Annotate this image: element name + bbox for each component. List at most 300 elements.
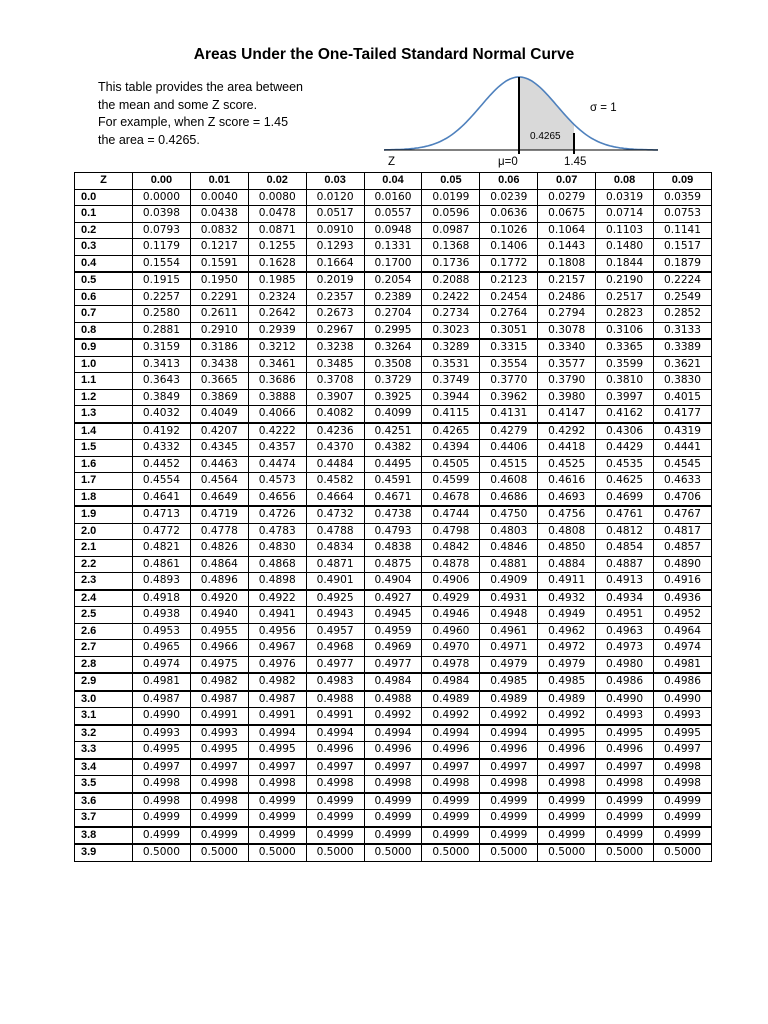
area-cell: 0.4884: [538, 556, 596, 573]
area-cell: 0.4945: [364, 607, 422, 624]
area-cell: 0.4998: [596, 776, 654, 793]
area-cell: 0.4994: [248, 725, 306, 742]
area-cell: 0.4970: [422, 640, 480, 657]
area-cell: 0.4429: [596, 440, 654, 457]
area-cell: 0.4994: [364, 725, 422, 742]
area-cell: 0.3365: [596, 339, 654, 356]
column-header: 0.02: [248, 173, 306, 190]
area-cell: 0.0478: [248, 206, 306, 223]
table-row: [75, 776, 712, 793]
area-cell: 0.4999: [480, 793, 538, 810]
table-row: [75, 708, 712, 725]
area-cell: 0.4999: [654, 810, 712, 827]
area-cell: 0.4948: [480, 607, 538, 624]
table-row: [75, 322, 712, 339]
area-cell: 0.4756: [538, 506, 596, 523]
area-cell: 0.2389: [364, 289, 422, 306]
area-cell: 0.4904: [364, 573, 422, 590]
area-cell: 0.4817: [654, 523, 712, 540]
area-cell: 0.2881: [133, 322, 191, 339]
area-cell: 0.0080: [248, 189, 306, 206]
area-cell: 0.3997: [596, 389, 654, 406]
area-cell: 0.4382: [364, 440, 422, 457]
z-value-cell: 2.1: [75, 540, 133, 557]
area-cell: 0.2517: [596, 289, 654, 306]
area-cell: 0.4978: [422, 656, 480, 673]
area-cell: 0.1700: [364, 255, 422, 272]
area-cell: 0.4938: [133, 607, 191, 624]
area-cell: 0.0279: [538, 189, 596, 206]
area-cell: 0.0040: [190, 189, 248, 206]
area-cell: 0.0596: [422, 206, 480, 223]
z-value-cell: 3.8: [75, 827, 133, 845]
area-cell: 0.3023: [422, 322, 480, 339]
area-cell: 0.4952: [654, 607, 712, 624]
description-line: the area = 0.4265.: [98, 132, 200, 147]
area-cell: 0.4788: [306, 523, 364, 540]
area-cell: 0.4463: [190, 456, 248, 473]
z-value-cell: 0.0: [75, 189, 133, 206]
area-cell: 0.4963: [596, 623, 654, 640]
area-cell: 0.4999: [190, 827, 248, 845]
area-cell: 0.4664: [306, 489, 364, 506]
area-cell: 0.4916: [654, 573, 712, 590]
area-cell: 0.1179: [133, 239, 191, 256]
area-cell: 0.4997: [654, 742, 712, 759]
table-row: [75, 556, 712, 573]
area-cell: 0.4990: [133, 708, 191, 725]
area-cell: 0.3907: [306, 389, 364, 406]
area-cell: 0.3980: [538, 389, 596, 406]
area-cell: 0.4505: [422, 456, 480, 473]
z-value-cell: 2.2: [75, 556, 133, 573]
area-cell: 0.3133: [654, 322, 712, 339]
area-cell: 0.4901: [306, 573, 364, 590]
area-cell: 0.0832: [190, 222, 248, 239]
area-cell: 0.4957: [306, 623, 364, 640]
column-header: 0.07: [538, 173, 596, 190]
area-cell: 0.4999: [596, 827, 654, 845]
area-cell: 0.4418: [538, 440, 596, 457]
z-axis-label: Z: [388, 156, 396, 168]
area-cell: 0.0120: [306, 189, 364, 206]
area-cell: 0.3749: [422, 373, 480, 390]
area-cell: 0.4990: [654, 691, 712, 708]
area-cell: 0.1443: [538, 239, 596, 256]
area-cell: 0.4495: [364, 456, 422, 473]
column-header: 0.03: [306, 173, 364, 190]
area-cell: 0.4767: [654, 506, 712, 523]
area-cell: 0.5000: [596, 844, 654, 861]
area-cell: 0.4608: [480, 473, 538, 490]
area-cell: 0.4977: [364, 656, 422, 673]
area-cell: 0.4999: [422, 793, 480, 810]
z-value-cell: 3.6: [75, 793, 133, 810]
area-cell: 0.4656: [248, 489, 306, 506]
table-row: [75, 759, 712, 776]
area-cell: 0.4989: [480, 691, 538, 708]
area-cell: 0.1985: [248, 272, 306, 289]
area-cell: 0.4999: [306, 793, 364, 810]
z-value-cell: 1.5: [75, 440, 133, 457]
area-cell: 0.3888: [248, 389, 306, 406]
area-cell: 0.3438: [190, 356, 248, 373]
area-cell: 0.4964: [654, 623, 712, 640]
area-cell: 0.1026: [480, 222, 538, 239]
area-cell: 0.0910: [306, 222, 364, 239]
area-cell: 0.4998: [190, 793, 248, 810]
area-cell: 0.4987: [248, 691, 306, 708]
mu-label: μ=0: [498, 156, 518, 168]
area-cell: 0.2019: [306, 272, 364, 289]
area-cell: 0.4968: [306, 640, 364, 657]
table-row: [75, 406, 712, 423]
z-value-cell: 0.9: [75, 339, 133, 356]
area-cell: 0.4985: [538, 673, 596, 691]
area-cell: 0.4999: [248, 793, 306, 810]
area-cell: 0.4793: [364, 523, 422, 540]
area-cell: 0.4956: [248, 623, 306, 640]
area-cell: 0.4988: [364, 691, 422, 708]
area-cell: 0.4854: [596, 540, 654, 557]
area-cell: 0.4066: [248, 406, 306, 423]
table-row: [75, 206, 712, 223]
table-row: [75, 540, 712, 557]
area-cell: 0.0948: [364, 222, 422, 239]
area-cell: 0.4999: [654, 827, 712, 845]
area-cell: 0.4842: [422, 540, 480, 557]
description-line: the mean and some Z score.: [98, 97, 258, 112]
area-cell: 0.1915: [133, 272, 191, 289]
area-cell: 0.2291: [190, 289, 248, 306]
area-cell: 0.4906: [422, 573, 480, 590]
z-value-cell: 1.0: [75, 356, 133, 373]
area-cell: 0.4147: [538, 406, 596, 423]
area-cell: 0.4713: [133, 506, 191, 523]
area-cell: 0.4982: [190, 673, 248, 691]
area-cell: 0.4896: [190, 573, 248, 590]
area-cell: 0.4984: [422, 673, 480, 691]
area-cell: 0.4699: [596, 489, 654, 506]
area-cell: 0.4573: [248, 473, 306, 490]
area-cell: 0.2852: [654, 306, 712, 323]
area-cell: 0.4441: [654, 440, 712, 457]
area-cell: 0.4996: [480, 742, 538, 759]
area-cell: 0.2823: [596, 306, 654, 323]
area-cell: 0.1879: [654, 255, 712, 272]
table-row: [75, 339, 712, 356]
area-cell: 0.4943: [306, 607, 364, 624]
area-cell: 0.5000: [422, 844, 480, 861]
area-cell: 0.4370: [306, 440, 364, 457]
area-cell: 0.4808: [538, 523, 596, 540]
area-cell: 0.4993: [654, 708, 712, 725]
area-cell: 0.4192: [133, 423, 191, 440]
area-cell: 0.3944: [422, 389, 480, 406]
area-cell: 0.3159: [133, 339, 191, 356]
area-cell: 0.4992: [538, 708, 596, 725]
area-cell: 0.2357: [306, 289, 364, 306]
area-cell: 0.4994: [480, 725, 538, 742]
area-cell: 0.4999: [248, 810, 306, 827]
area-cell: 0.2642: [248, 306, 306, 323]
area-cell: 0.4999: [364, 827, 422, 845]
area-cell: 0.4974: [133, 656, 191, 673]
area-cell: 0.0871: [248, 222, 306, 239]
area-cell: 0.4778: [190, 523, 248, 540]
area-cell: 0.3413: [133, 356, 191, 373]
area-cell: 0.4997: [133, 759, 191, 776]
area-cell: 0.4015: [654, 389, 712, 406]
area-cell: 0.4984: [364, 673, 422, 691]
area-cell: 0.3508: [364, 356, 422, 373]
column-header: 0.00: [133, 173, 191, 190]
area-cell: 0.4974: [654, 640, 712, 657]
table-row: [75, 272, 712, 289]
area-cell: 0.4131: [480, 406, 538, 423]
table-row: [75, 189, 712, 206]
z-value-cell: 3.1: [75, 708, 133, 725]
area-cell: 0.4961: [480, 623, 538, 640]
area-cell: 0.4525: [538, 456, 596, 473]
z-value-cell: 2.5: [75, 607, 133, 624]
area-cell: 0.4997: [538, 759, 596, 776]
z-value-cell: 1.4: [75, 423, 133, 440]
z-value-cell: 2.7: [75, 640, 133, 657]
area-cell: 0.1808: [538, 255, 596, 272]
z-value-cell: 0.1: [75, 206, 133, 223]
area-cell: 0.4649: [190, 489, 248, 506]
area-cell: 0.1554: [133, 255, 191, 272]
area-cell: 0.4678: [422, 489, 480, 506]
area-cell: 0.4940: [190, 607, 248, 624]
area-cell: 0.4999: [306, 827, 364, 845]
area-cell: 0.4999: [480, 810, 538, 827]
area-cell: 0.1591: [190, 255, 248, 272]
area-cell: 0.4306: [596, 423, 654, 440]
area-cell: 0.2054: [364, 272, 422, 289]
area-cell: 0.4977: [306, 656, 364, 673]
area-cell: 0.3810: [596, 373, 654, 390]
area-cell: 0.4207: [190, 423, 248, 440]
area-cell: 0.4996: [596, 742, 654, 759]
area-cell: 0.4998: [364, 776, 422, 793]
z-value-cell: 0.5: [75, 272, 133, 289]
table-row: [75, 844, 712, 861]
area-cell: 0.5000: [654, 844, 712, 861]
area-cell: 0.4920: [190, 590, 248, 607]
column-header: 0.06: [480, 173, 538, 190]
area-cell: 0.4997: [596, 759, 654, 776]
area-cell: 0.4998: [133, 793, 191, 810]
area-cell: 0.4998: [480, 776, 538, 793]
area-cell: 0.4909: [480, 573, 538, 590]
table-row: [75, 607, 712, 624]
area-cell: 0.4332: [133, 440, 191, 457]
area-cell: 0.4772: [133, 523, 191, 540]
area-cell: 0.0517: [306, 206, 364, 223]
area-cell: 0.0987: [422, 222, 480, 239]
area-cell: 0.0675: [538, 206, 596, 223]
area-cell: 0.4783: [248, 523, 306, 540]
area-cell: 0.4999: [364, 810, 422, 827]
area-cell: 0.2910: [190, 322, 248, 339]
area-cell: 0.5000: [190, 844, 248, 861]
table-row: [75, 239, 712, 256]
area-cell: 0.4616: [538, 473, 596, 490]
area-cell: 0.1664: [306, 255, 364, 272]
z-value-cell: 3.3: [75, 742, 133, 759]
column-header: 0.09: [654, 173, 712, 190]
z-value-cell: 0.8: [75, 322, 133, 339]
z-value-cell: 3.9: [75, 844, 133, 861]
area-cell: 0.4452: [133, 456, 191, 473]
area-cell: 0.4890: [654, 556, 712, 573]
area-cell: 0.0438: [190, 206, 248, 223]
area-cell: 0.4798: [422, 523, 480, 540]
area-cell: 0.2486: [538, 289, 596, 306]
area-cell: 0.4996: [364, 742, 422, 759]
column-header: 0.04: [364, 173, 422, 190]
area-cell: 0.4951: [596, 607, 654, 624]
area-cell: 0.4991: [306, 708, 364, 725]
area-cell: 0.4996: [422, 742, 480, 759]
area-cell: 0.2324: [248, 289, 306, 306]
area-cell: 0.4986: [654, 673, 712, 691]
table-row: [75, 489, 712, 506]
area-cell: 0.4599: [422, 473, 480, 490]
area-cell: 0.4515: [480, 456, 538, 473]
area-cell: 0.4929: [422, 590, 480, 607]
area-cell: 0.4998: [133, 776, 191, 793]
area-cell: 0.2422: [422, 289, 480, 306]
area-cell: 0.4830: [248, 540, 306, 557]
area-cell: 0.2734: [422, 306, 480, 323]
z-value-cell: 0.7: [75, 306, 133, 323]
area-cell: 0.4564: [190, 473, 248, 490]
table-row: [75, 827, 712, 845]
area-cell: 0.1736: [422, 255, 480, 272]
area-cell: 0.0199: [422, 189, 480, 206]
area-cell: 0.4826: [190, 540, 248, 557]
z-table: [74, 172, 712, 862]
area-cell: 0.3577: [538, 356, 596, 373]
z-value-cell: 0.3: [75, 239, 133, 256]
area-cell: 0.4992: [480, 708, 538, 725]
area-cell: 0.4999: [538, 810, 596, 827]
area-cell: 0.4744: [422, 506, 480, 523]
area-cell: 0.4991: [190, 708, 248, 725]
area-cell: 0.3708: [306, 373, 364, 390]
area-cell: 0.3925: [364, 389, 422, 406]
area-label: 0.4265: [530, 131, 561, 142]
area-cell: 0.4319: [654, 423, 712, 440]
area-cell: 0.4474: [248, 456, 306, 473]
area-cell: 0.4861: [133, 556, 191, 573]
area-cell: 0.4960: [422, 623, 480, 640]
area-cell: 0.4955: [190, 623, 248, 640]
area-cell: 0.4997: [422, 759, 480, 776]
area-cell: 0.4803: [480, 523, 538, 540]
table-row: [75, 473, 712, 490]
area-cell: 0.5000: [364, 844, 422, 861]
table-row: [75, 423, 712, 440]
area-cell: 0.3686: [248, 373, 306, 390]
z-value-cell: 2.0: [75, 523, 133, 540]
z-value-cell: 1.6: [75, 456, 133, 473]
area-cell: 0.4946: [422, 607, 480, 624]
area-cell: 0.3790: [538, 373, 596, 390]
area-cell: 0.4992: [364, 708, 422, 725]
area-cell: 0.0557: [364, 206, 422, 223]
area-cell: 0.4987: [133, 691, 191, 708]
area-cell: 0.3212: [248, 339, 306, 356]
area-cell: 0.1517: [654, 239, 712, 256]
area-cell: 0.4999: [654, 793, 712, 810]
z-value-cell: 1.1: [75, 373, 133, 390]
description-line: For example, when Z score = 1.45: [98, 115, 289, 129]
area-cell: 0.4857: [654, 540, 712, 557]
area-cell: 0.1255: [248, 239, 306, 256]
area-cell: 0.0398: [133, 206, 191, 223]
area-cell: 0.4962: [538, 623, 596, 640]
area-cell: 0.4864: [190, 556, 248, 573]
area-cell: 0.4732: [306, 506, 364, 523]
area-cell: 0.4981: [133, 673, 191, 691]
area-cell: 0.4726: [248, 506, 306, 523]
area-cell: 0.3621: [654, 356, 712, 373]
area-cell: 0.4082: [306, 406, 364, 423]
area-cell: 0.4719: [190, 506, 248, 523]
area-cell: 0.4999: [538, 827, 596, 845]
area-cell: 0.0753: [654, 206, 712, 223]
z-value-cell: 1.7: [75, 473, 133, 490]
area-cell: 0.4997: [364, 759, 422, 776]
area-cell: 0.4986: [596, 673, 654, 691]
area-cell: 0.4993: [133, 725, 191, 742]
area-cell: 0.2673: [306, 306, 364, 323]
area-cell: 0.4993: [190, 725, 248, 742]
column-header-z: Z: [75, 173, 133, 190]
area-cell: 0.4850: [538, 540, 596, 557]
area-cell: 0.4821: [133, 540, 191, 557]
area-cell: 0.4997: [248, 759, 306, 776]
area-cell: 0.1950: [190, 272, 248, 289]
area-cell: 0.4484: [306, 456, 364, 473]
area-cell: 0.1103: [596, 222, 654, 239]
area-cell: 0.4265: [422, 423, 480, 440]
area-cell: 0.4999: [480, 827, 538, 845]
z-value-cell: 1.2: [75, 389, 133, 406]
area-cell: 0.1064: [538, 222, 596, 239]
area-cell: 0.4706: [654, 489, 712, 506]
area-cell: 0.4162: [596, 406, 654, 423]
area-cell: 0.0359: [654, 189, 712, 206]
area-cell: 0.4357: [248, 440, 306, 457]
table-row: [75, 373, 712, 390]
area-cell: 0.4999: [422, 810, 480, 827]
area-cell: 0.4998: [190, 776, 248, 793]
z-value-cell: 2.3: [75, 573, 133, 590]
area-cell: 0.3665: [190, 373, 248, 390]
area-cell: 0.4875: [364, 556, 422, 573]
table-row: [75, 389, 712, 406]
area-cell: 0.4049: [190, 406, 248, 423]
area-cell: 0.4999: [422, 827, 480, 845]
area-cell: 0.4279: [480, 423, 538, 440]
area-cell: 0.0160: [364, 189, 422, 206]
z-value-cell: 3.0: [75, 691, 133, 708]
